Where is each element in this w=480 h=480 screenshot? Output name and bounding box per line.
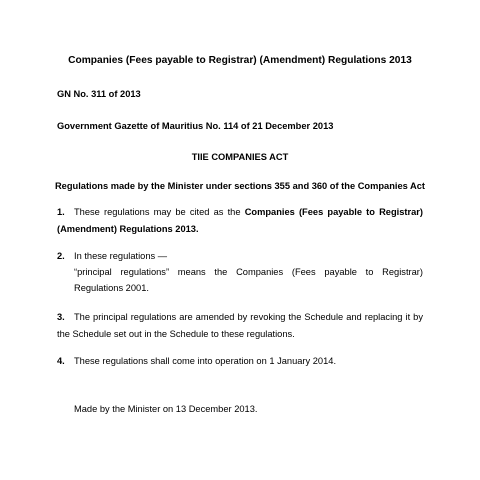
section-2-definition: “principal regulations” means the Companies (Fees payable to Registrar) Regulations 2001. xyxy=(74,267,423,293)
section-2-number: 2. xyxy=(57,251,65,261)
section-1 xyxy=(57,204,423,238)
section-4 xyxy=(57,355,336,367)
act-heading: TIIE COMPANIES ACT xyxy=(191,152,289,162)
section-3-text: The principal regulations are amended by revoking the Schedule and replacing it by the Schedule set out in the Schedule to these regulations. xyxy=(57,312,423,339)
signature-line: Made by the Minister on 13 December 2013. xyxy=(74,404,258,414)
preamble: Regulations made by the Minister under sections 355 and 360 of the Companies Act xyxy=(54,181,426,191)
section-1-number: 1. xyxy=(57,207,65,217)
gn-number: GN No. 311 of 2013 xyxy=(57,89,141,99)
section-3-number: 3. xyxy=(57,312,65,322)
section-2 xyxy=(57,250,167,262)
section-4-text: These regulations shall come into operation on 1 January 2014. xyxy=(74,356,337,366)
section-3 xyxy=(57,309,423,343)
section-4-number: 4. xyxy=(57,356,65,366)
section-2-text: In these regulations — xyxy=(74,251,168,261)
section-1-text: These regulations may be cited as the xyxy=(74,207,245,217)
document-title: Companies (Fees payable to Registrar) (Amendment) Regulations 2013 xyxy=(68,55,412,66)
section-1-citation: Companies (Fees payable to Registrar) (Amendment) Regulations 2013. xyxy=(57,207,424,234)
gazette-reference: Government Gazette of Mauritius No. 114 of 21 December 2013 xyxy=(57,121,334,131)
